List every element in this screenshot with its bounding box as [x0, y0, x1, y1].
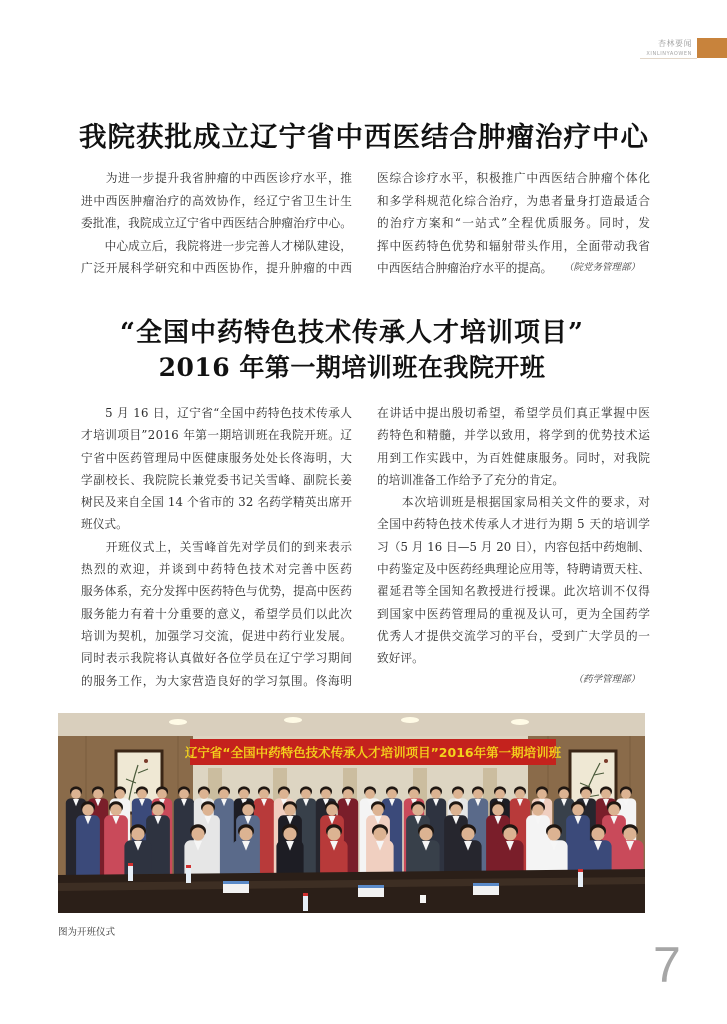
person-face — [621, 789, 631, 799]
banner-text: 辽宁省“全国中药特色技术传承人才培训项目”2016年第一期培训班 — [184, 745, 562, 760]
person-body — [76, 815, 100, 883]
article2-right-column — [377, 402, 650, 670]
person-face — [559, 789, 569, 799]
text-line: 中药鉴定及中医药经典理论应用等，特聘请贾天柱、 — [377, 562, 651, 577]
article1-left-column — [81, 167, 352, 280]
person-face — [608, 804, 619, 815]
person-face — [202, 804, 213, 815]
section-title-pinyin: XINLINYAOWEN — [646, 51, 692, 57]
person-face — [301, 789, 311, 799]
person-face — [321, 789, 331, 799]
text-line: 中心成立后，我院将进一步完善人才梯队建设， — [81, 238, 353, 253]
text-line: 挥中医药特色优势和辐射带头作用，全面带动我省 — [377, 238, 651, 253]
person-face — [131, 827, 144, 840]
section-color-block — [697, 38, 727, 58]
person-face — [157, 789, 167, 799]
text-line: 宁省中医药管理局中医健康服务处处长佟海明，大 — [81, 450, 353, 465]
text-line: 全国中药特色技术传承人才进行为期 5 天的培训学 — [377, 517, 651, 532]
water-bottle — [303, 893, 308, 911]
person-face — [537, 789, 547, 799]
person-face — [431, 789, 441, 799]
person-face — [152, 804, 163, 815]
person-face — [93, 789, 103, 799]
tissue-box — [473, 883, 499, 895]
person-face — [492, 804, 503, 815]
article2-credit: （药学管理部） — [573, 674, 640, 685]
text-line: 的治疗方案和“一站式”全程优质服务。同时，发 — [377, 216, 652, 230]
article2-title-line1: “全国中药特色技术传承人才培训项目” — [120, 318, 584, 348]
person-face — [453, 789, 463, 799]
text-line: 树民及来自全国 14 个省市的 32 名药学精英出席开 — [81, 495, 353, 510]
water-bottle — [186, 865, 191, 883]
person-body — [104, 815, 128, 883]
text-line: 致好评。 — [377, 651, 424, 666]
person-face — [373, 827, 386, 840]
article2-title-line2: 2016 年第一期培训班在我院开班 — [158, 353, 546, 382]
text-line: 在讲话中提出殷切希望，希望学员们真正掌握中医 — [377, 406, 651, 420]
person-face — [495, 789, 505, 799]
person-face — [473, 789, 483, 799]
person-face — [283, 827, 296, 840]
attendees — [66, 786, 644, 883]
water-bottle — [578, 869, 583, 887]
person-face — [110, 804, 121, 815]
article1-title: 我院获批成立辽宁省中西医结合肿瘤治疗中心 — [79, 121, 649, 153]
group-photo — [58, 713, 645, 913]
person-face — [515, 789, 525, 799]
person-face — [284, 804, 295, 815]
text-line: 班仪式。 — [81, 517, 128, 532]
banner — [185, 739, 562, 765]
text-line: 用到工作实践中，为百姓健康服务。同时，对我院 — [377, 450, 651, 465]
person-face — [219, 789, 229, 799]
person-face — [503, 827, 516, 840]
text-line: 广泛开展科学研究和中西医协作，提升肿瘤的中西 — [81, 261, 353, 275]
text-line: 委批准，我院成立辽宁省中西医结合肿瘤治疗中心。 — [81, 216, 353, 230]
text-line: 进中西医肿瘤治疗的高效协作，经辽宁省卫生计生 — [81, 193, 353, 208]
text-line: 同时表示我院将认真做好各位学员在辽宁学习期间 — [81, 651, 353, 666]
text-line: 开班仪式上，关雪峰首先对学员们的到来表示 — [81, 539, 353, 554]
person-face — [115, 789, 125, 799]
person-face — [199, 789, 209, 799]
person-face — [581, 789, 591, 799]
person-face — [532, 804, 543, 815]
person-face — [82, 804, 93, 815]
text-line: 翟延君等全国知名教授进行授课。此次培训不仅得 — [377, 584, 651, 599]
paper-cup — [420, 895, 426, 903]
person-face — [191, 827, 204, 840]
text-line: 中西医结合肿瘤治疗水平的提高。 — [377, 261, 553, 275]
text-line: 为进一步提升我省肿瘤的中西医诊疗水平，推 — [81, 171, 353, 185]
text-line: 的服务工作，为大家营造良好的学习氛围。佟海明 — [81, 673, 353, 688]
text-line: 服务能力有着十分重要的意义，希望学员们以此次 — [81, 606, 353, 621]
person-face — [412, 804, 423, 815]
person-face — [572, 804, 583, 815]
tissue-box — [358, 885, 384, 897]
text-line: 5 月 16 日，辽宁省“全国中药特色技术传承人 — [81, 406, 353, 420]
text-line: 药特色和精髓，并学以致用，将学到的优势技术运 — [377, 428, 651, 443]
person-face — [259, 789, 269, 799]
person-face — [547, 827, 560, 840]
text-line: 培训为契机，加强学习交流，促进中药行业发展。 — [81, 628, 353, 643]
person-face — [343, 789, 353, 799]
photo-caption: 图为开班仪式 — [58, 927, 116, 938]
text-line: 热烈的欢迎，并谈到中药特色技术对完善中医药 — [81, 562, 354, 577]
text-line: 的培训准备工作给予了充分的肯定。 — [377, 472, 565, 487]
person-face — [327, 827, 340, 840]
text-line: 学副校长、我院院长兼党委书记关雪峰、副院长姜 — [81, 472, 353, 487]
person-face — [365, 789, 375, 799]
group-photo-image — [58, 713, 645, 913]
page-number: 7 — [653, 937, 681, 993]
photo-ceiling — [58, 713, 645, 736]
person-face — [623, 827, 636, 840]
person-face — [279, 789, 289, 799]
person-face — [239, 827, 252, 840]
person-face — [242, 804, 253, 815]
text-line: 医综合诊疗水平，积极推广中西医结合肿瘤个体化 — [377, 171, 651, 185]
person-face — [461, 827, 474, 840]
article1-credit: （院党务管理部） — [563, 262, 640, 273]
text-line: 习（5 月 16 日—5 月 20 日），内容包括中药炮制、 — [377, 539, 651, 554]
person-face — [137, 789, 147, 799]
person-face — [372, 804, 383, 815]
person-face — [387, 789, 397, 799]
person-face — [419, 827, 432, 840]
conference-table — [58, 869, 645, 913]
text-line: 和多学科规范化综合治疗，为患者量身打造最适合 — [377, 193, 651, 208]
person-face — [601, 789, 611, 799]
person-face — [450, 804, 461, 815]
text-line: 服务体系，充分发挥中医药特色与优势，提高中医药 — [81, 584, 353, 599]
person-face — [591, 827, 604, 840]
person-face — [239, 789, 249, 799]
text-line: 才培训项目”2016 年第一期培训班在我院开班。辽 — [81, 428, 353, 443]
person-face — [179, 789, 189, 799]
person-face — [409, 789, 419, 799]
section-title: 杏林要闻 — [658, 39, 692, 48]
person-face — [71, 789, 81, 799]
tissue-box — [223, 881, 249, 893]
text-line: 到国家中医药管理局的重视及认可，更为全国药学 — [377, 606, 651, 621]
text-line: 本次培训班是根据国家局相关文件的要求，对 — [377, 495, 651, 510]
article2-left-column — [81, 402, 352, 692]
text-line: 优秀人才提供交流学习的平台，受到广大学员的一 — [377, 628, 651, 643]
water-bottle — [128, 863, 133, 881]
header-rule — [640, 58, 697, 59]
person-face — [326, 804, 337, 815]
